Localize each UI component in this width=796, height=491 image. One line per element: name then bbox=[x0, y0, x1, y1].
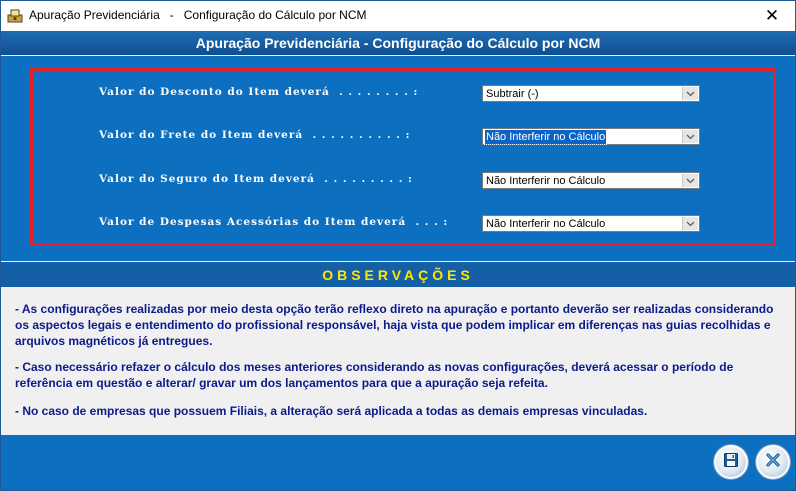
expenses-select[interactable] bbox=[482, 215, 700, 232]
observation-paragraph: - No caso de empresas que possuem Filiais, a alteração será aplicada a todas as demais empresas vinculadas. bbox=[15, 404, 648, 418]
freight-select-value: Não Interferir no Cálculo bbox=[486, 131, 606, 143]
discount-select[interactable] bbox=[482, 85, 700, 102]
floppy-disk-icon bbox=[723, 452, 739, 473]
window-title: Apuração Previdenciária - Configuração do Cálculo por NCM bbox=[29, 8, 367, 22]
form-title: Apuração Previdenciária - Configuração do Cálculo por NCM bbox=[195, 35, 601, 51]
insurance-label: Valor do Seguro do Item deverá . . . . . . . . . : bbox=[99, 173, 413, 185]
close-button[interactable] bbox=[756, 445, 790, 479]
observation-paragraph: - As configurações realizadas por meio desta opção terão reflexo direto na apuração e portanto deverão ser realizadas considerando os aspectos legais e entendimento do profissional responsável, haja vista que podem implicar em diferenças nas guias recolhidas e arquivos magnéticos já entregues. bbox=[15, 302, 774, 348]
window-close-button[interactable] bbox=[749, 1, 795, 31]
settings-panel bbox=[1, 56, 795, 261]
close-icon: ✕ bbox=[764, 6, 780, 25]
title-bar[interactable] bbox=[1, 1, 795, 31]
chevron-down-icon[interactable] bbox=[682, 130, 698, 143]
discount-select-value: Subtrair (-) bbox=[486, 88, 539, 100]
observations-body bbox=[1, 287, 795, 435]
app-icon bbox=[7, 8, 23, 24]
observations-title: OBSERVAÇÕES bbox=[322, 266, 474, 283]
expenses-select-value: Não Interferir no Cálculo bbox=[486, 218, 606, 230]
insurance-select-value: Não Interferir no Cálculo bbox=[486, 175, 606, 187]
save-button[interactable] bbox=[714, 445, 748, 479]
observations-header bbox=[1, 262, 795, 287]
x-icon bbox=[765, 452, 781, 473]
chevron-down-icon[interactable] bbox=[682, 174, 698, 187]
chevron-down-icon[interactable] bbox=[682, 217, 698, 230]
insurance-select[interactable] bbox=[482, 172, 700, 189]
form-header bbox=[1, 31, 795, 55]
footer-bar bbox=[1, 435, 795, 490]
chevron-down-icon[interactable] bbox=[682, 87, 698, 100]
freight-label: Valor do Frete do Item deverá . . . . . . . . . . : bbox=[99, 129, 411, 141]
expenses-label: Valor de Despesas Acessórias do Item deverá . . . : bbox=[99, 216, 449, 228]
freight-select[interactable] bbox=[482, 128, 700, 145]
observation-paragraph: - Caso necessário refazer o cálculo dos meses anteriores considerando as novas configurações, deverá acessar o período de referência em questão e alterar/ gravar um dos lançamentos para que a apuração seja refeita. bbox=[15, 360, 734, 390]
discount-label: Valor do Desconto do Item deverá . . . . . . . . : bbox=[99, 86, 419, 98]
